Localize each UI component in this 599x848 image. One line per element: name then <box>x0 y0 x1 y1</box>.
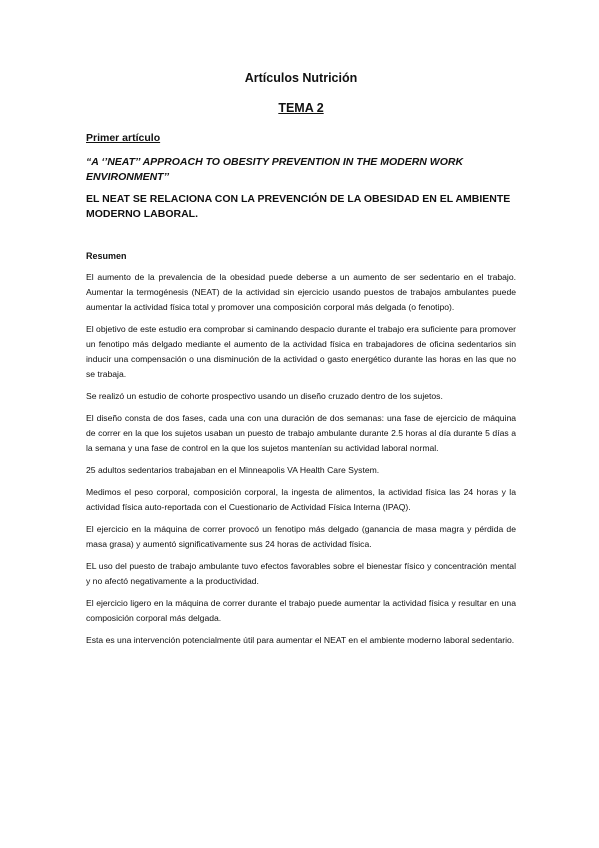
abstract-paragraph: 25 adultos sedentarios trabajaban en el Minneapolis VA Health Care System. <box>86 465 380 475</box>
article-title-english: “A ‘’NEAT’’ APPROACH TO OBESITY PREVENTION IN THE MODERN WORK ENVIRONMENT’’ <box>86 156 464 183</box>
abstract-heading: Resumen <box>86 251 127 261</box>
abstract-paragraph: El ejercicio en la máquina de correr provocó un fenotipo más delgado (ganancia de masa magra y pérdida de masa grasa) y aumentó significativamente sus 24 horas de actividad física. <box>86 524 516 549</box>
document-title: Artículos Nutrición <box>244 71 358 85</box>
article-title-spanish: EL NEAT SE RELACIONA CON LA PREVENCIÓN DE LA OBESIDAD EN EL AMBIENTE MODERNO LABORAL. <box>86 193 511 220</box>
abstract-paragraph: El ejercicio ligero en la máquina de correr durante el trabajo puede aumentar la actividad física y resultar en una composición corporal más delgada. <box>86 598 516 623</box>
abstract-paragraph: El diseño consta de dos fases, cada una con una duración de dos semanas: una fase de ejercicio de máquina de correr en la que los sujetos usaban un puesto de trabajo ambulante durante 2.5 horas al día durante 5 días a la semana y una fase de control en la que los sujetos mantenían su actividad laboral normal. <box>86 413 516 453</box>
document-subtitle: TEMA 2 <box>278 101 324 115</box>
abstract-paragraph: EL uso del puesto de trabajo ambulante tuvo efectos favorables sobre el bienestar físico y concentración mental y no afectó negativamente a la productividad. <box>86 561 516 586</box>
document-content <box>86 70 516 648</box>
abstract-paragraph: Medimos el peso corporal, composición corporal, la ingesta de alimentos, la actividad física las 24 horas y la actividad física auto-reportada con el Cuestionario de Actividad Física Interna (IPAQ). <box>86 487 516 512</box>
abstract-paragraph: El aumento de la prevalencia de la obesidad puede deberse a un aumento de ser sedentario en el trabajo. Aumentar la termogénesis (NEAT) de la actividad sin ejercicio usando puestos de trabajos ambulantes puede aumentar la actividad física total y promover una composición corporal más delgada (o fenotipo). <box>86 272 516 312</box>
abstract-paragraph: Se realizó un estudio de cohorte prospectivo usando un diseño cruzado dentro de los sujetos. <box>86 391 443 401</box>
abstract-paragraph: El objetivo de este estudio era comprobar si caminando despacio durante el trabajo era suficiente para promover un fenotipo más delgado mediante el aumento de la actividad física en trabajadores de oficina sedentarios sin inducir una compensación o una disminución de la actividad o gasto energético durante las horas en las que no se trabaja. <box>86 324 516 379</box>
section-label: Primer artículo <box>86 132 161 144</box>
abstract-paragraph: Esta es una intervención potencialmente útil para aumentar el NEAT en el ambiente moderno laboral sedentario. <box>86 635 515 645</box>
